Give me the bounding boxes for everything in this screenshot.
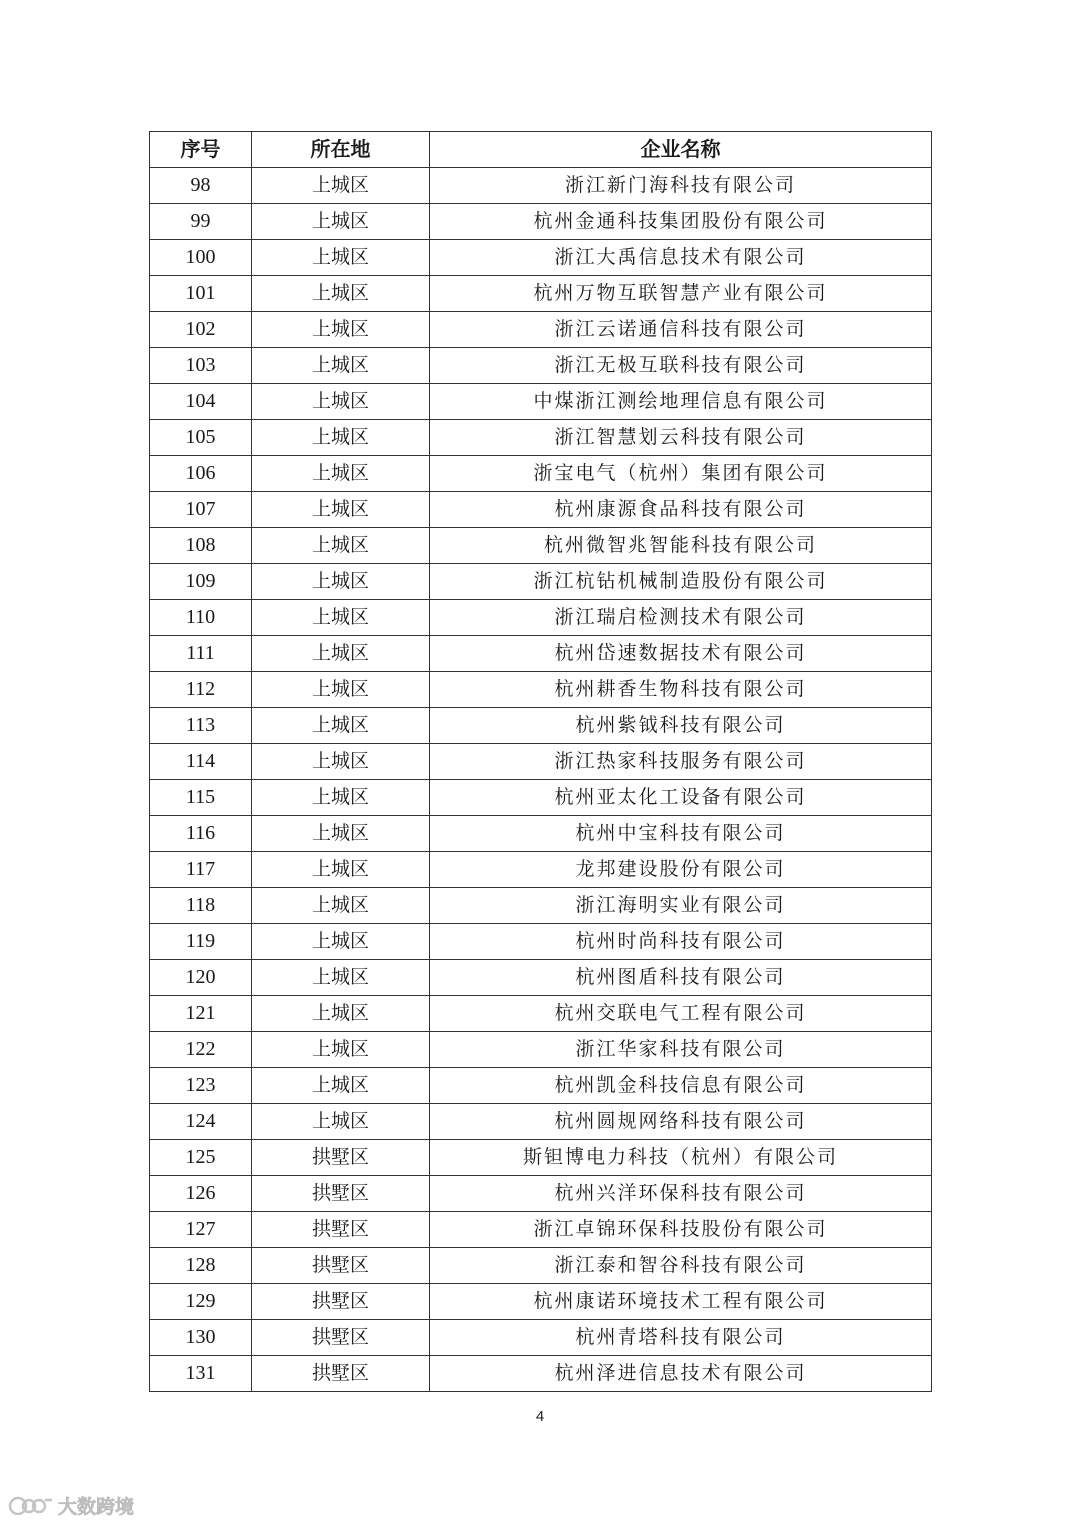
table-row [150,924,932,960]
table-row [150,672,932,708]
row-company-cell: 中煤浙江测绘地理信息有限公司 [430,384,932,420]
row-location-cell: 上城区 [252,888,430,924]
row-company-cell: 杭州圆规网络科技有限公司 [430,1104,932,1140]
table-row [150,1284,932,1320]
row-company-cell: 浙江泰和智谷科技有限公司 [430,1248,932,1284]
table-row [150,816,932,852]
table-row [150,708,932,744]
table-row [150,636,932,672]
row-company-cell: 杭州金通科技集团股份有限公司 [430,204,932,240]
row-seq-cell: 101 [150,276,252,312]
row-company-cell: 浙江华家科技有限公司 [430,1032,932,1068]
row-seq-cell: 100 [150,240,252,276]
row-location-cell: 拱墅区 [252,1320,430,1356]
table-row [150,528,932,564]
row-location-cell: 上城区 [252,420,430,456]
row-seq-cell: 119 [150,924,252,960]
row-company-cell: 杭州交联电气工程有限公司 [430,996,932,1032]
row-seq-cell: 110 [150,600,252,636]
row-seq-cell: 113 [150,708,252,744]
table-body [150,168,932,1392]
row-company-cell: 浙江海明实业有限公司 [430,888,932,924]
table-row [150,1104,932,1140]
row-seq-cell: 109 [150,564,252,600]
row-location-cell: 上城区 [252,168,430,204]
table-row [150,204,932,240]
row-company-cell: 浙江杭钻机械制造股份有限公司 [430,564,932,600]
row-seq-cell: 120 [150,960,252,996]
table-row [150,1356,932,1392]
row-location-cell: 上城区 [252,852,430,888]
row-location-cell: 拱墅区 [252,1176,430,1212]
row-location-cell: 上城区 [252,528,430,564]
table-row [150,384,932,420]
row-company-cell: 杭州微智兆智能科技有限公司 [430,528,932,564]
page-number: 4 [535,1408,545,1425]
row-location-cell: 上城区 [252,636,430,672]
row-company-cell: 杭州紫钺科技有限公司 [430,708,932,744]
company-table [149,131,932,1392]
row-location-cell: 拱墅区 [252,1212,430,1248]
row-location-cell: 上城区 [252,312,430,348]
row-seq-cell: 117 [150,852,252,888]
row-seq-cell: 114 [150,744,252,780]
row-location-cell: 上城区 [252,240,430,276]
row-location-cell: 上城区 [252,1068,430,1104]
row-seq-cell: 111 [150,636,252,672]
table-row [150,852,932,888]
row-seq-cell: 98 [150,168,252,204]
row-seq-cell: 121 [150,996,252,1032]
row-location-cell: 上城区 [252,924,430,960]
row-location-cell: 上城区 [252,564,430,600]
row-company-cell: 杭州万物互联智慧产业有限公司 [430,276,932,312]
table-row [150,492,932,528]
row-company-cell: 杭州凯金科技信息有限公司 [430,1068,932,1104]
row-location-cell: 上城区 [252,384,430,420]
header-company: 企业名称 [430,132,932,168]
header-location: 所在地 [252,132,430,168]
row-seq-cell: 116 [150,816,252,852]
row-seq-cell: 107 [150,492,252,528]
row-location-cell: 上城区 [252,1032,430,1068]
row-location-cell: 上城区 [252,276,430,312]
row-company-cell: 杭州泽进信息技术有限公司 [430,1356,932,1392]
row-seq-cell: 128 [150,1248,252,1284]
row-location-cell: 拱墅区 [252,1356,430,1392]
row-company-cell: 杭州亚太化工设备有限公司 [430,780,932,816]
watermark [8,1492,134,1519]
row-company-cell: 浙宝电气（杭州）集团有限公司 [430,456,932,492]
row-location-cell: 上城区 [252,600,430,636]
row-seq-cell: 115 [150,780,252,816]
header-seq: 序号 [150,132,252,168]
row-location-cell: 上城区 [252,708,430,744]
table-row [150,564,932,600]
table-row [150,996,932,1032]
row-seq-cell: 103 [150,348,252,384]
row-location-cell: 拱墅区 [252,1140,430,1176]
row-seq-cell: 131 [150,1356,252,1392]
row-location-cell: 上城区 [252,744,430,780]
row-company-cell: 杭州耕香生物科技有限公司 [430,672,932,708]
table-row [150,1140,932,1176]
row-seq-cell: 122 [150,1032,252,1068]
row-location-cell: 上城区 [252,492,430,528]
row-seq-cell: 99 [150,204,252,240]
row-seq-cell: 130 [150,1320,252,1356]
row-company-cell: 浙江云诺通信科技有限公司 [430,312,932,348]
row-location-cell: 上城区 [252,456,430,492]
row-seq-cell: 125 [150,1140,252,1176]
row-seq-cell: 129 [150,1284,252,1320]
row-company-cell: 浙江大禹信息技术有限公司 [430,240,932,276]
row-location-cell: 上城区 [252,672,430,708]
row-location-cell: 上城区 [252,996,430,1032]
row-company-cell: 杭州中宝科技有限公司 [430,816,932,852]
row-seq-cell: 104 [150,384,252,420]
row-location-cell: 上城区 [252,780,430,816]
row-company-cell: 浙江瑞启检测技术有限公司 [430,600,932,636]
row-seq-cell: 124 [150,1104,252,1140]
table-row [150,240,932,276]
row-company-cell: 杭州康源食品科技有限公司 [430,492,932,528]
row-seq-cell: 126 [150,1176,252,1212]
row-location-cell: 上城区 [252,348,430,384]
row-company-cell: 浙江新门海科技有限公司 [430,168,932,204]
table-row [150,168,932,204]
row-company-cell: 浙江无极互联科技有限公司 [430,348,932,384]
row-seq-cell: 127 [150,1212,252,1248]
row-company-cell: 杭州时尚科技有限公司 [430,924,932,960]
row-company-cell: 杭州康诺环境技术工程有限公司 [430,1284,932,1320]
table-row [150,456,932,492]
row-seq-cell: 108 [150,528,252,564]
row-seq-cell: 102 [150,312,252,348]
row-location-cell: 上城区 [252,204,430,240]
table-row [150,420,932,456]
row-seq-cell: 112 [150,672,252,708]
row-company-cell: 杭州青塔科技有限公司 [430,1320,932,1356]
table-row [150,1032,932,1068]
watermark-logo-icon [8,1494,54,1518]
table-row [150,960,932,996]
row-company-cell: 浙江热家科技服务有限公司 [430,744,932,780]
table-row [150,1212,932,1248]
row-seq-cell: 123 [150,1068,252,1104]
table-row [150,744,932,780]
row-location-cell: 上城区 [252,1104,430,1140]
row-location-cell: 拱墅区 [252,1284,430,1320]
row-seq-cell: 118 [150,888,252,924]
table-row [150,1320,932,1356]
table-row [150,1248,932,1284]
row-seq-cell: 106 [150,456,252,492]
row-location-cell: 上城区 [252,816,430,852]
row-company-cell: 浙江智慧划云科技有限公司 [430,420,932,456]
row-company-cell: 杭州图盾科技有限公司 [430,960,932,996]
table-row [150,312,932,348]
table-row [150,1176,932,1212]
table-row [150,276,932,312]
table-row [150,348,932,384]
table-row [150,600,932,636]
table-row [150,780,932,816]
row-company-cell: 浙江卓锦环保科技股份有限公司 [430,1212,932,1248]
row-location-cell: 上城区 [252,960,430,996]
table-row [150,888,932,924]
row-company-cell: 龙邦建设股份有限公司 [430,852,932,888]
row-location-cell: 拱墅区 [252,1248,430,1284]
row-company-cell: 杭州岱速数据技术有限公司 [430,636,932,672]
row-company-cell: 杭州兴洋环保科技有限公司 [430,1176,932,1212]
row-company-cell: 斯钽博电力科技（杭州）有限公司 [430,1140,932,1176]
watermark-text: 大数跨境 [58,1496,135,1518]
table-header-row [150,132,932,168]
table-row [150,1068,932,1104]
row-seq-cell: 105 [150,420,252,456]
